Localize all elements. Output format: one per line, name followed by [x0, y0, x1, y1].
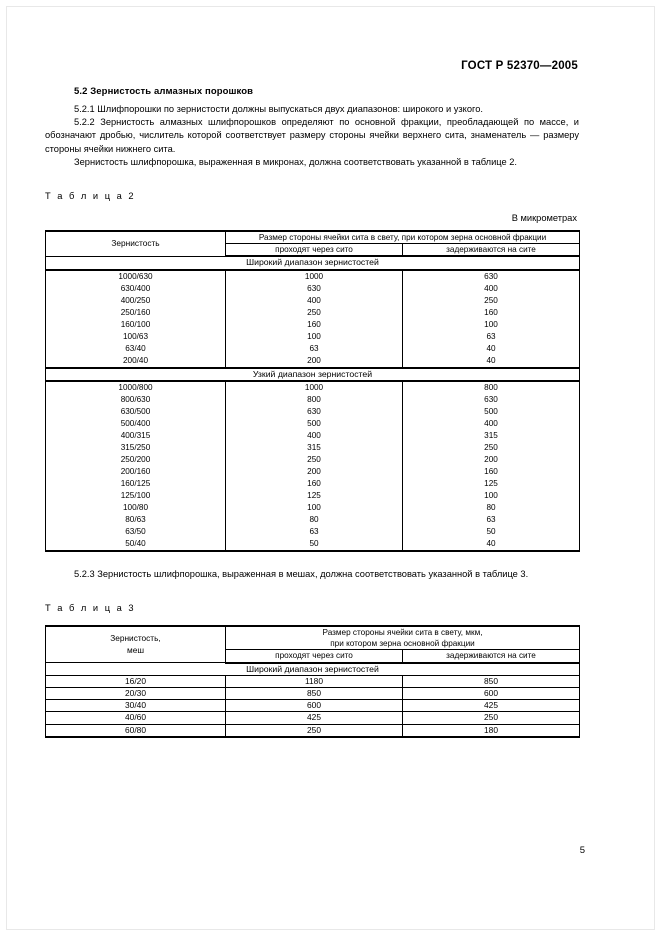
cell: 250 [484, 295, 498, 305]
cell: 160 [484, 307, 498, 317]
table2-header-sieve-span: Размер стороны ячейки сита в свету, при котором зерна основной фракции [226, 231, 580, 244]
table3-cell-pass: 1180 [226, 675, 403, 687]
cell: 630/500 [120, 406, 151, 416]
cell: 630 [307, 406, 321, 416]
cell: 315 [307, 442, 321, 452]
cell: 80 [486, 502, 496, 512]
cell: 160 [307, 319, 321, 329]
table3-cell-pass: 425 [226, 712, 403, 724]
cell: 125 [307, 490, 321, 500]
table2-wide-retained-column [403, 270, 580, 368]
table3-header-sieve-span [226, 626, 580, 650]
table2-wide-data-block [46, 270, 580, 368]
cell: 500/400 [120, 418, 151, 428]
table3-cell-retained: 180 [403, 724, 580, 737]
table3-cell-grit: 20/30 [46, 688, 226, 700]
table-row [46, 688, 580, 700]
table3-grit-mesh [45, 625, 580, 738]
cell: 400 [484, 283, 498, 293]
cell: 250 [307, 307, 321, 317]
table2-header-retained: задерживаются на сите [403, 244, 580, 257]
cell: 100/80 [122, 502, 149, 512]
table3-caption: Т а б л и ц а 3 [45, 603, 136, 614]
table3-cell-retained: 600 [403, 688, 580, 700]
cell: 63 [309, 343, 319, 353]
cell: 63 [486, 331, 496, 341]
table2-narrow-retained-column [403, 381, 580, 551]
table2-units-note: В микрометрах [511, 213, 577, 224]
cell: 80 [309, 514, 319, 524]
table3-cell-pass: 250 [226, 724, 403, 737]
spacer-caption-units [45, 201, 579, 213]
table3-cell-pass: 850 [226, 688, 403, 700]
cell: 630 [484, 394, 498, 404]
cell: 160/100 [120, 319, 151, 329]
cell: 800 [484, 382, 498, 392]
cell: 63 [309, 526, 319, 536]
cell: 200 [484, 454, 498, 464]
table2-wide-grit-column [46, 270, 226, 368]
cell: 630 [307, 283, 321, 293]
table2-caption: Т а б л и ц а 2 [45, 191, 136, 202]
table3-header-retained: задерживаются на сите [403, 650, 580, 663]
clause-5-2-title: 5.2 Зернистость алмазных порошков [74, 86, 254, 97]
table3-header-pass-through: проходят через сито [226, 650, 403, 663]
table3-header-row-1 [46, 626, 580, 650]
table3-cell-retained: 850 [403, 675, 580, 687]
cell: 1000 [304, 271, 324, 281]
table2-band-narrow-label: Узкий диапазон зернистостей [46, 368, 580, 381]
cell: 100 [307, 502, 321, 512]
cell: 1000/800 [118, 382, 153, 392]
table3-band-wide-label: Широкий диапазон зернистостей [46, 663, 580, 676]
cell: 100/63 [122, 331, 149, 341]
cell: при котором зерна основной фракции [330, 639, 475, 649]
cell: 250 [484, 442, 498, 452]
spacer-before-table3 [45, 581, 579, 603]
table2-narrow-grit-column [46, 381, 226, 551]
cell: 250 [307, 454, 321, 464]
cell: 500 [307, 418, 321, 428]
cell: 50 [486, 526, 496, 536]
cell: 630 [484, 271, 498, 281]
page-number: 5 [579, 845, 585, 856]
table3-cell-retained: 425 [403, 700, 580, 712]
cell: 63/50 [125, 526, 146, 536]
cell: меш [127, 644, 144, 655]
table3-cell-grit: 60/80 [46, 724, 226, 737]
table2-narrow-pass-column [226, 381, 403, 551]
cell: 250/160 [120, 307, 151, 317]
cell: 100 [484, 490, 498, 500]
cell: 125 [484, 478, 498, 488]
page-content [45, 86, 579, 738]
cell: 50/40 [125, 538, 146, 548]
cell: 630/400 [120, 283, 151, 293]
spacer-units-table [45, 223, 579, 230]
table3-header-grit-mesh [46, 626, 226, 663]
cell: 400/250 [120, 295, 151, 305]
spacer-table3-caption [45, 613, 579, 625]
cell: 315 [484, 430, 498, 440]
cell: 50 [309, 538, 319, 548]
cell: 400/315 [120, 430, 151, 440]
cell: 400 [307, 430, 321, 440]
running-header-standard-number: ГОСТ Р 52370—2005 [461, 60, 578, 72]
cell: 160/125 [120, 478, 151, 488]
table2-header-row-1 [46, 231, 580, 244]
cell: 40 [486, 355, 496, 365]
cell: 63/40 [125, 343, 146, 353]
cell: 800/630 [120, 394, 151, 404]
cell: 1000/630 [118, 271, 153, 281]
table2-band-narrow-row [46, 368, 580, 381]
cell: 400 [307, 295, 321, 305]
table2-grit-micrometers [45, 230, 580, 552]
cell: 800 [307, 394, 321, 404]
cell: 40 [486, 538, 496, 548]
spacer-before-table2 [45, 169, 579, 191]
clause-5-2-1-paragraph: 5.2.1 Шлифпорошки по зернистости должны выпускаться двух диапазонов: широкого и узкого. [74, 104, 483, 114]
table-row [46, 712, 580, 724]
table-row [46, 724, 580, 737]
cell: 63 [486, 514, 496, 524]
table2-band-wide-label: Широкий диапазон зернистостей [46, 256, 580, 269]
cell: 200 [307, 355, 321, 365]
spacer-after-table2 [45, 552, 579, 568]
table2-header-pass-through: проходят через сито [226, 244, 403, 257]
cell: 400 [484, 418, 498, 428]
cell: 200 [307, 466, 321, 476]
table3-cell-grit: 40/60 [46, 712, 226, 724]
cell: 80/63 [125, 514, 146, 524]
table2-band-wide-row [46, 256, 580, 269]
cell: 315/250 [120, 442, 151, 452]
cell: Зернистость, [110, 633, 161, 644]
table-row [46, 675, 580, 687]
table3-cell-retained: 250 [403, 712, 580, 724]
table3-cell-grit: 30/40 [46, 700, 226, 712]
cell: 1000 [304, 382, 324, 392]
clause-5-2-2-table-reference-paragraph: Зернистость шлифпорошка, выраженная в микронах, должна соответствовать указанной в таблице 2. [74, 156, 518, 167]
table2-wide-pass-column [226, 270, 403, 368]
cell: 200/40 [122, 355, 149, 365]
cell: 200/160 [120, 466, 151, 476]
cell: 500 [484, 406, 498, 416]
table3-cell-pass: 600 [226, 700, 403, 712]
cell: Размер стороны ячейки сита в свету, мкм, [322, 628, 483, 638]
clause-5-2-3-paragraph: 5.2.3 Зернистость шлифпорошка, выраженная в мешах, должна соответствовать указанной в таблице 3. [74, 568, 529, 579]
table2-header-grit: Зернистость [46, 231, 226, 256]
table3-cell-grit: 16/20 [46, 675, 226, 687]
table2-narrow-data-block [46, 381, 580, 551]
clause-5-2-2-paragraph: 5.2.2 Зернистость алмазных шлифпорошков определяют по основной фракции, преобладающей по массе, и обозначают дробью, числитель которой соответствует размеру стороны ячейки верхнего сита, знаменатель — размеру стороны ячейки нижнего сита. [45, 117, 579, 154]
cell: 100 [307, 331, 321, 341]
cell: 160 [484, 466, 498, 476]
table3-band-wide-row [46, 663, 580, 676]
cell: 40 [486, 343, 496, 353]
cell: 250/200 [120, 454, 151, 464]
cell: 125/100 [120, 490, 151, 500]
cell: 100 [484, 319, 498, 329]
table-row [46, 700, 580, 712]
cell: 160 [307, 478, 321, 488]
